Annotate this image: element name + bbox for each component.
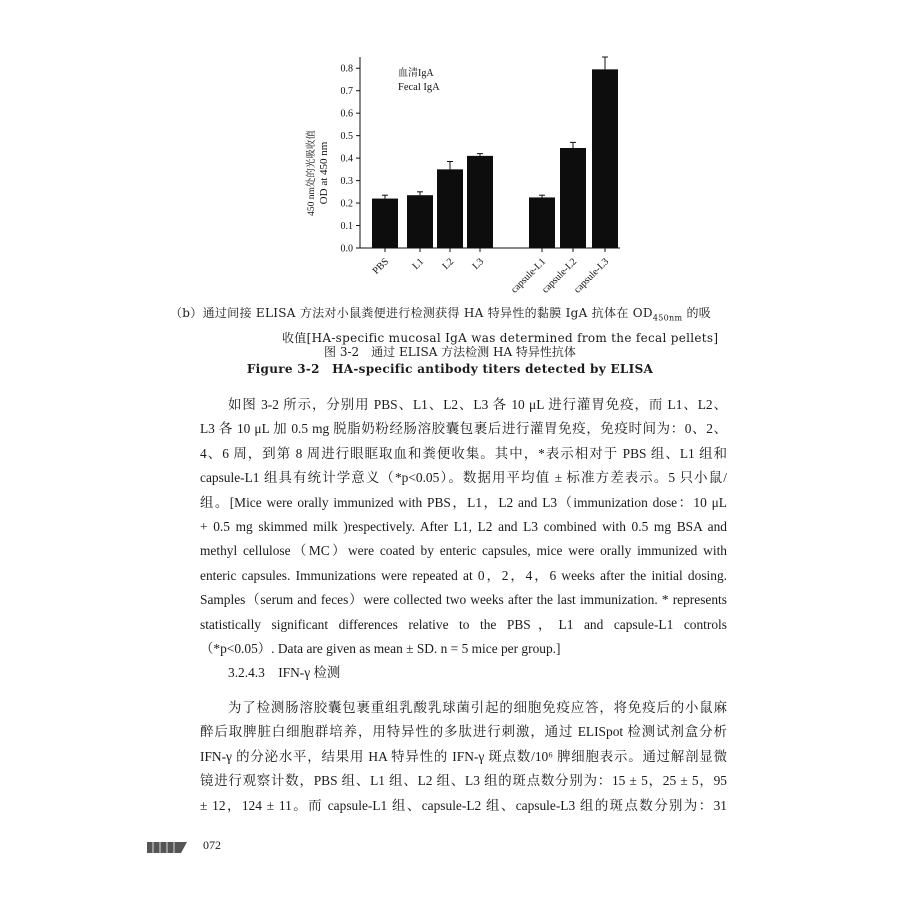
paragraph-line: 为了检测肠溶胶囊包裹重组乳酸乳球菌引起的细胞免疫应答，将免疫后的小鼠麻 xyxy=(228,700,727,715)
y-tick-label: 0.0 xyxy=(340,243,353,255)
y-tick-label: 0.1 xyxy=(340,221,353,233)
bar-l3 xyxy=(467,156,493,248)
paragraph-line: （*p<0.05）. Data are given as mean ± SD. n = 5 mice per group.] xyxy=(200,640,561,656)
x-tick-label: L3 xyxy=(470,256,487,272)
x-tick-label: L2 xyxy=(440,256,457,272)
bar-l1 xyxy=(407,195,433,248)
y-tick-label: 0.3 xyxy=(340,176,353,188)
results-paragraph xyxy=(200,393,727,661)
paragraph-line: methyl cellulose（MC）were coated by enteric capsules, mice were orally immunized with xyxy=(200,543,727,559)
paragraph-line: Samples（serum and feces）were collected two weeks after the last immunization. * represents xyxy=(200,592,727,608)
y-tick-label: 0.5 xyxy=(340,131,353,143)
paragraph-line: 如图 3-2 所示，分别用 PBS、L1、L2、L3 各 10 μL 进行灌胃免疫，而 L1、L2、 xyxy=(228,397,727,412)
caption-line-1: （b）通过间接 ELISA 方法对小鼠粪便进行检测获得 HA 特异性的黏膜 IgA 抗体在 $OD_{450nm}$ 的吸 xyxy=(170,306,712,323)
y-tick-label: 0.4 xyxy=(340,153,353,165)
y-axis-title xyxy=(305,130,330,216)
paragraph-line: ± 12，124 ± 11。而 capsule-L1 组、capsule-L2 组、capsule-L3 组的斑点数分别为：31 xyxy=(200,797,727,813)
paragraph-line: 镜进行观察计数，PBS 组、L1 组、L2 组、L3 组的斑点数分别为：15 ± 5，25 ± 5，95 xyxy=(200,773,727,789)
subfigure-caption xyxy=(170,303,740,348)
x-tick-label: PBS xyxy=(370,256,392,277)
paragraph-line: statistically significant differences relative to the PBS，L1 and capsule-L1 controls xyxy=(200,616,727,632)
x-tick-label: capsule-L1 xyxy=(508,256,549,296)
figure-title-en: Figure 3-2 HA-specific antibody titers detected by ELISA xyxy=(246,362,654,376)
bar-capsule-l3 xyxy=(592,69,618,248)
paragraph-line: + 0.5 mg skimmed milk )respectively. After L1, L2 and L3 combined with 0.5 mg BSA and xyxy=(200,518,727,534)
y-axis-title-en: OD at 450 nm xyxy=(318,141,330,205)
ifn-paragraph xyxy=(200,696,727,818)
x-tick-label: L1 xyxy=(410,256,427,272)
page-footer-ornament xyxy=(147,842,187,853)
x-tick-label: capsule-L2 xyxy=(539,256,580,296)
fecal-iga-bar-chart xyxy=(290,45,640,310)
legend-label-en: Fecal IgA xyxy=(398,82,440,93)
bar-capsule-l2 xyxy=(560,148,586,248)
y-tick-label: 0.7 xyxy=(340,86,353,98)
bar-pbs xyxy=(372,199,398,248)
y-tick-label: 0.2 xyxy=(340,198,353,210)
caption-line-2: 收值[HA-specific mucosal IgA was determined from the fecal pellets] xyxy=(282,331,719,346)
y-tick-label: 0.6 xyxy=(340,108,353,120)
paragraph-line: IFN-γ 的分泌水平，结果用 HA 特异性的 IFN-γ 斑点数/10⁶ 脾细胞表示。通过解剖显微 xyxy=(200,748,727,764)
y-axis-title-cn: 450 nm处的光吸收值 xyxy=(307,130,317,216)
section-heading: 3.2.4.3 IFN-γ 检测 xyxy=(228,665,341,680)
paragraph-line: enteric capsules. Immunizations were repeated at 0，2，4，6 weeks after the initial dosing. xyxy=(200,567,727,583)
paragraph-line: L3 各 10 μL 加 0.5 mg 脱脂奶粉经肠溶胶囊包裹后进行灌胃免疫，免疫时间为：0、2、 xyxy=(200,421,727,437)
legend-label-cn: 血清IgA xyxy=(398,68,434,79)
x-tick-label: capsule-L3 xyxy=(571,256,612,296)
page-number: 072 xyxy=(203,838,221,852)
paragraph-line: 醉后取脾脏白细胞群培养，用特异性的多肽进行刺激，通过 ELISpot 检测试剂盒分析 xyxy=(200,724,727,740)
paragraph-line: capsule-L1 组具有统计学意义（*p<0.05）。数据用平均值 ± 标准方差表示。5 只小鼠/ xyxy=(200,470,727,486)
caption-subscript: 450nm xyxy=(652,313,683,323)
bar-l2 xyxy=(437,169,463,248)
paragraph-line: 组。[Mice were orally immunized with PBS，L1，L2 and L3（immunization dose：10 μL xyxy=(200,494,727,510)
y-tick-label: 0.8 xyxy=(340,63,353,75)
paragraph-line: 4、6 周，到第 8 周进行眼眶取血和粪便收集。其中，*表示相对于 PBS 组、L1 组和 xyxy=(200,445,727,461)
bar-capsule-l1 xyxy=(529,197,555,248)
figure-title-cn: 图 3-2 通过 ELISA 方法检测 HA 特异性抗体 xyxy=(324,345,576,359)
